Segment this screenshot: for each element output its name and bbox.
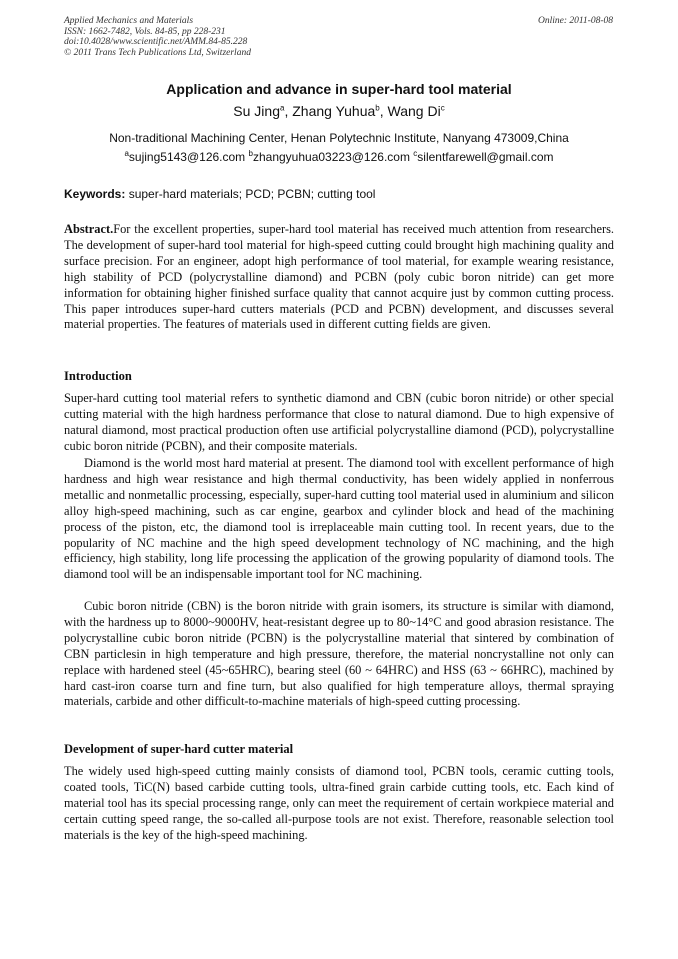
author-name: Wang Di <box>387 103 441 119</box>
publication-info <box>64 16 251 58</box>
doi-line: doi:10.4028/www.scientific.net/AMM.84-85.228 <box>64 37 248 47</box>
introduction-paragraph: Cubic boron nitride (CBN) is the boron nitride with grain isomers, its structure is similar with diamond, with the hardness up to 8000~9000HV, heat-resistant degree up to 80~14°C and good abrasion resistance. The polycrystalline cubic boron nitride (PCBN) is the polycrystalline material that sintered by combination of CBN particlesin in high temperature and high pressure, therefore, the material noncrystalline not only can replace with hardened steel (45~65HRC), bearing steel (60 ~ 64HRC) and HSS (63 ~ 66HRC), machined by hard cast-iron coarse turn and fine turn, but also qualified for high temperature alloys, thermal spraying materials, carbide and other difficult-to-machine materials of high-speed cutting processing. <box>64 599 614 709</box>
email-mark: c <box>413 149 418 158</box>
issn-line: ISSN: 1662-7482, Vols. 84-85, pp 228-231 <box>64 26 226 37</box>
affiliation: Non-traditional Machining Center, Henan Polytechnic Institute, Nanyang 473009,China <box>109 131 569 145</box>
journal-name: Applied Mechanics and Materials <box>64 16 194 26</box>
author-mark: b <box>375 103 380 113</box>
author-mark: a <box>280 103 285 113</box>
introduction-paragraph: Super-hard cutting tool material refers to synthetic diamond and CBN (cubic boron nitride) or other special cutting material with the high hardness performance that close to natural diamond. Due to high expensive of natural diamond, most practical production often use artificial polycrystalline diamond (PCD), polycrystalline cubic boron nitride (PCBN), and their composite materials. <box>64 391 614 453</box>
email-mark: a <box>124 149 129 158</box>
paper-title: Application and advance in super-hard tool material <box>166 81 512 97</box>
development-heading: Development of super-hard cutter material <box>64 742 294 756</box>
email-list <box>0 150 678 164</box>
introduction-paragraph: Diamond is the world most hard material at present. The diamond tool with excellent performance of high hardness and high wear resistance and high thermal conductivity, has been widely applied in nonferrous metallic and nonmetallic processing, especially, super-hard cutting tool material used in aluminium and silicon alloy high-speed machining, such as car engine, gearbox and cylinder block and head of the machining process of the piston, etc, the diamond tool is irreplaceable main cutting tool. In recent years, due to the popularity of NC machine and the high speed development technology of NC machining, and the high efficiency, high stability, long life processing the application of the growing popularity of diamond tools. The diamond tool will be an indispensable important tool for NC machining. <box>64 456 614 582</box>
copyright-line: © 2011 Trans Tech Publications Ltd, Switzerland <box>64 47 251 58</box>
email-address: zhangyuhua03223@126.com <box>252 150 410 164</box>
abstract-label: Abstract. <box>64 222 114 236</box>
email-mark: b <box>248 149 253 158</box>
email-address: sujing5143@126.com <box>128 150 246 164</box>
author-mark: c <box>440 103 445 113</box>
author-name: Su Jing <box>233 103 280 119</box>
keywords-label: Keywords: <box>64 187 126 201</box>
keywords <box>64 187 375 201</box>
keywords-text: super-hard materials; PCD; PCBN; cutting tool <box>128 187 376 201</box>
email-address: silentfarewell@gmail.com <box>417 150 554 164</box>
author-name: Zhang Yuhua <box>292 103 376 119</box>
author-list: Su Jing$^a$, Zhang Yuhua$^b$, Wang Di$^c$ <box>233 103 445 119</box>
development-paragraph: The widely used high-speed cutting mainly consists of diamond tool, PCBN tools, ceramic cutting tools, coated tools, TiC(N) based carbide cutting tools, ultra-fined grain carbide cutting tools, etc. Each kind of material tool has its special processing range, only can meet the requirement of certain workpiece material and certain cutting speed range, the so-called all-purpose tools are not exist. Therefore, reasonable selection tool materials is the key of the high-speed machining. <box>64 764 614 842</box>
introduction-heading: Introduction <box>64 369 132 383</box>
abstract <box>64 222 614 333</box>
abstract-text: For the excellent properties, super-hard tool material has received much attention from researchers. The development of super-hard tool material for high-speed cutting could brought high machining quality and surface precision. For an engineer, adopt high performance of tool material, for example wearing resistance, high stability of PCD (polycrystalline diamond) and PCBN (poly cubic boron nitride) can get more information for obtaining higher finished surface quality that cannot acquire just by common cutting process. This paper introduces super-hard cutters materials (PCD and PCBN) development, and discusses several material properties. The features of materials used in different cutting fields are given. <box>64 222 614 332</box>
online-date: Online: 2011-08-08 <box>537 16 613 26</box>
